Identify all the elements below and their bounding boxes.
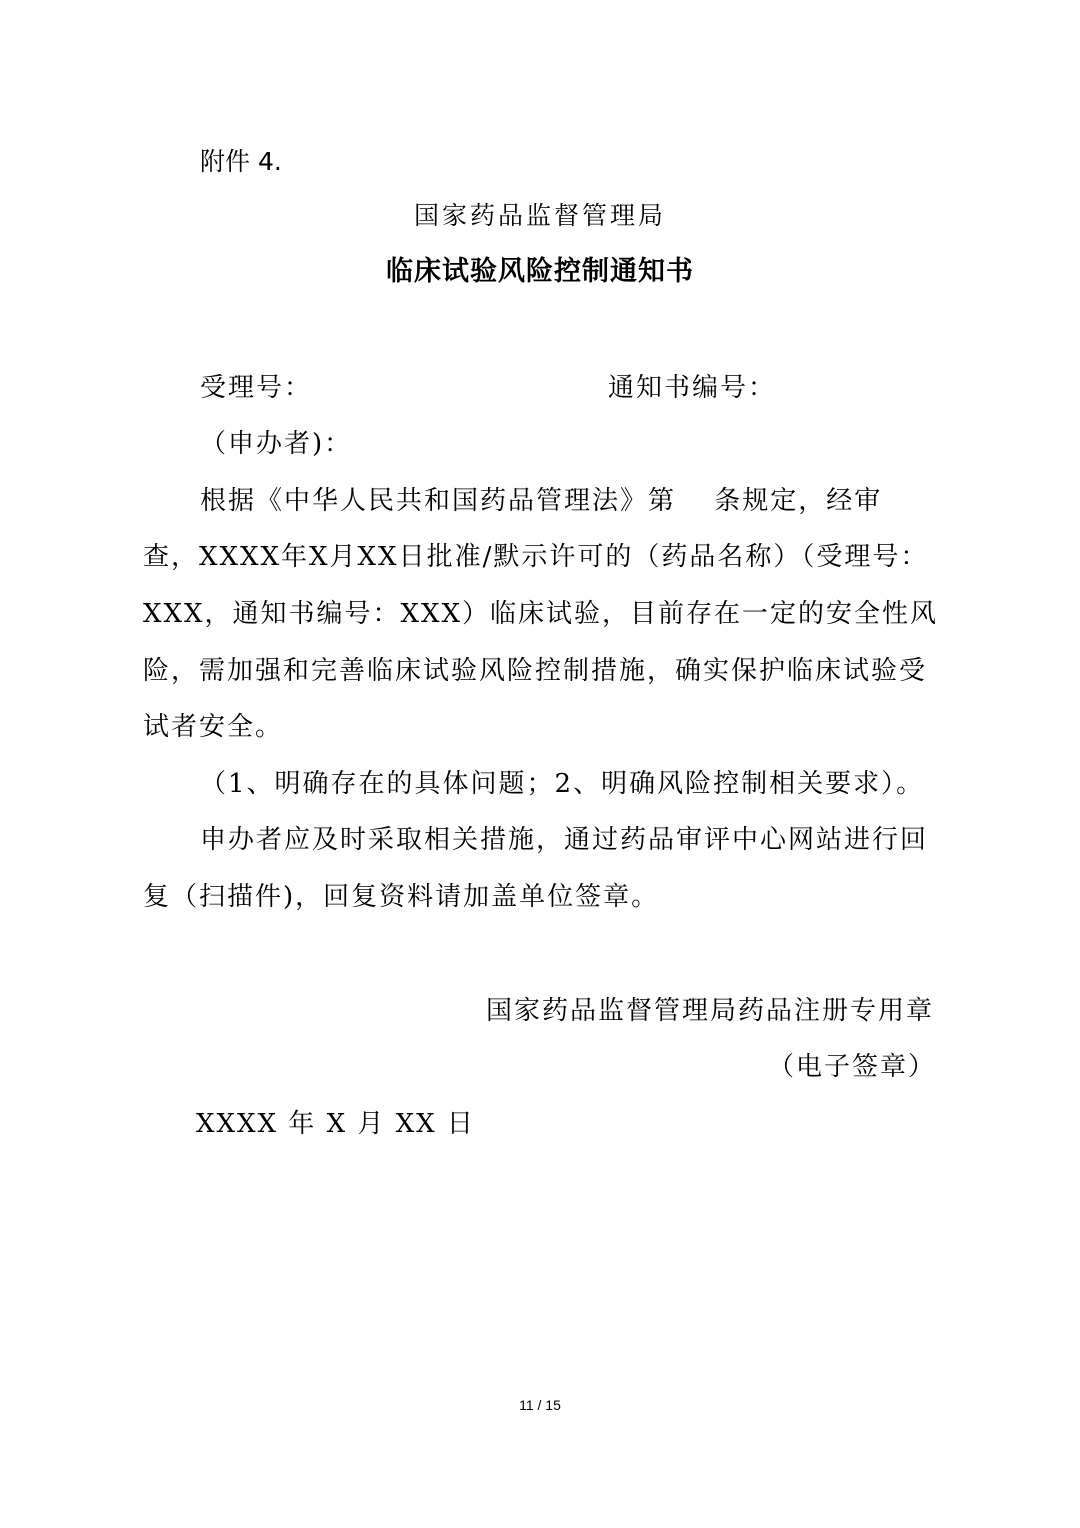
notice-number-label: 通知书编号： [608, 373, 777, 403]
body-line: XXX，通知书编号：XXX）临床试验，目前存在一定的安全性风 [143, 599, 939, 629]
body-line: 申办者应及时采取相关措施，通过药品审评中心网站进行回 [200, 825, 929, 855]
body-line: 险，需加强和完善临床试验风险控制措施，确实保护临床试验受 [143, 656, 928, 686]
body-line: 复（扫描件)，回复资料请加盖单位签章。 [143, 882, 660, 912]
electronic-seal-note: （电子签章） [768, 1052, 937, 1082]
body-line: （1、明确存在的具体问题；2、明确风险控制相关要求）。 [200, 769, 925, 799]
body-line: 根据《中华人民共和国药品管理法》第 条规定，经审 [200, 486, 883, 516]
seal-text: 国家药品监督管理局药品注册专用章 [486, 996, 935, 1026]
sponsor-line: （申办者)： [200, 429, 353, 459]
issuing-authority: 国家药品监督管理局 [413, 201, 666, 230]
attachment-label: 附件 4. [200, 147, 282, 176]
document-title: 临床试验风险控制通知书 [386, 256, 694, 287]
body-line: 查，XXXX年X月XX日批准/默示许可的（药品名称）（受理号： [143, 542, 929, 572]
page-number: 11 / 15 [519, 1397, 561, 1413]
body-line: 试者安全。 [143, 712, 284, 742]
issue-date: XXXX 年 X 月 XX 日 [196, 1109, 475, 1139]
acceptance-number-label: 受理号： [200, 373, 313, 403]
